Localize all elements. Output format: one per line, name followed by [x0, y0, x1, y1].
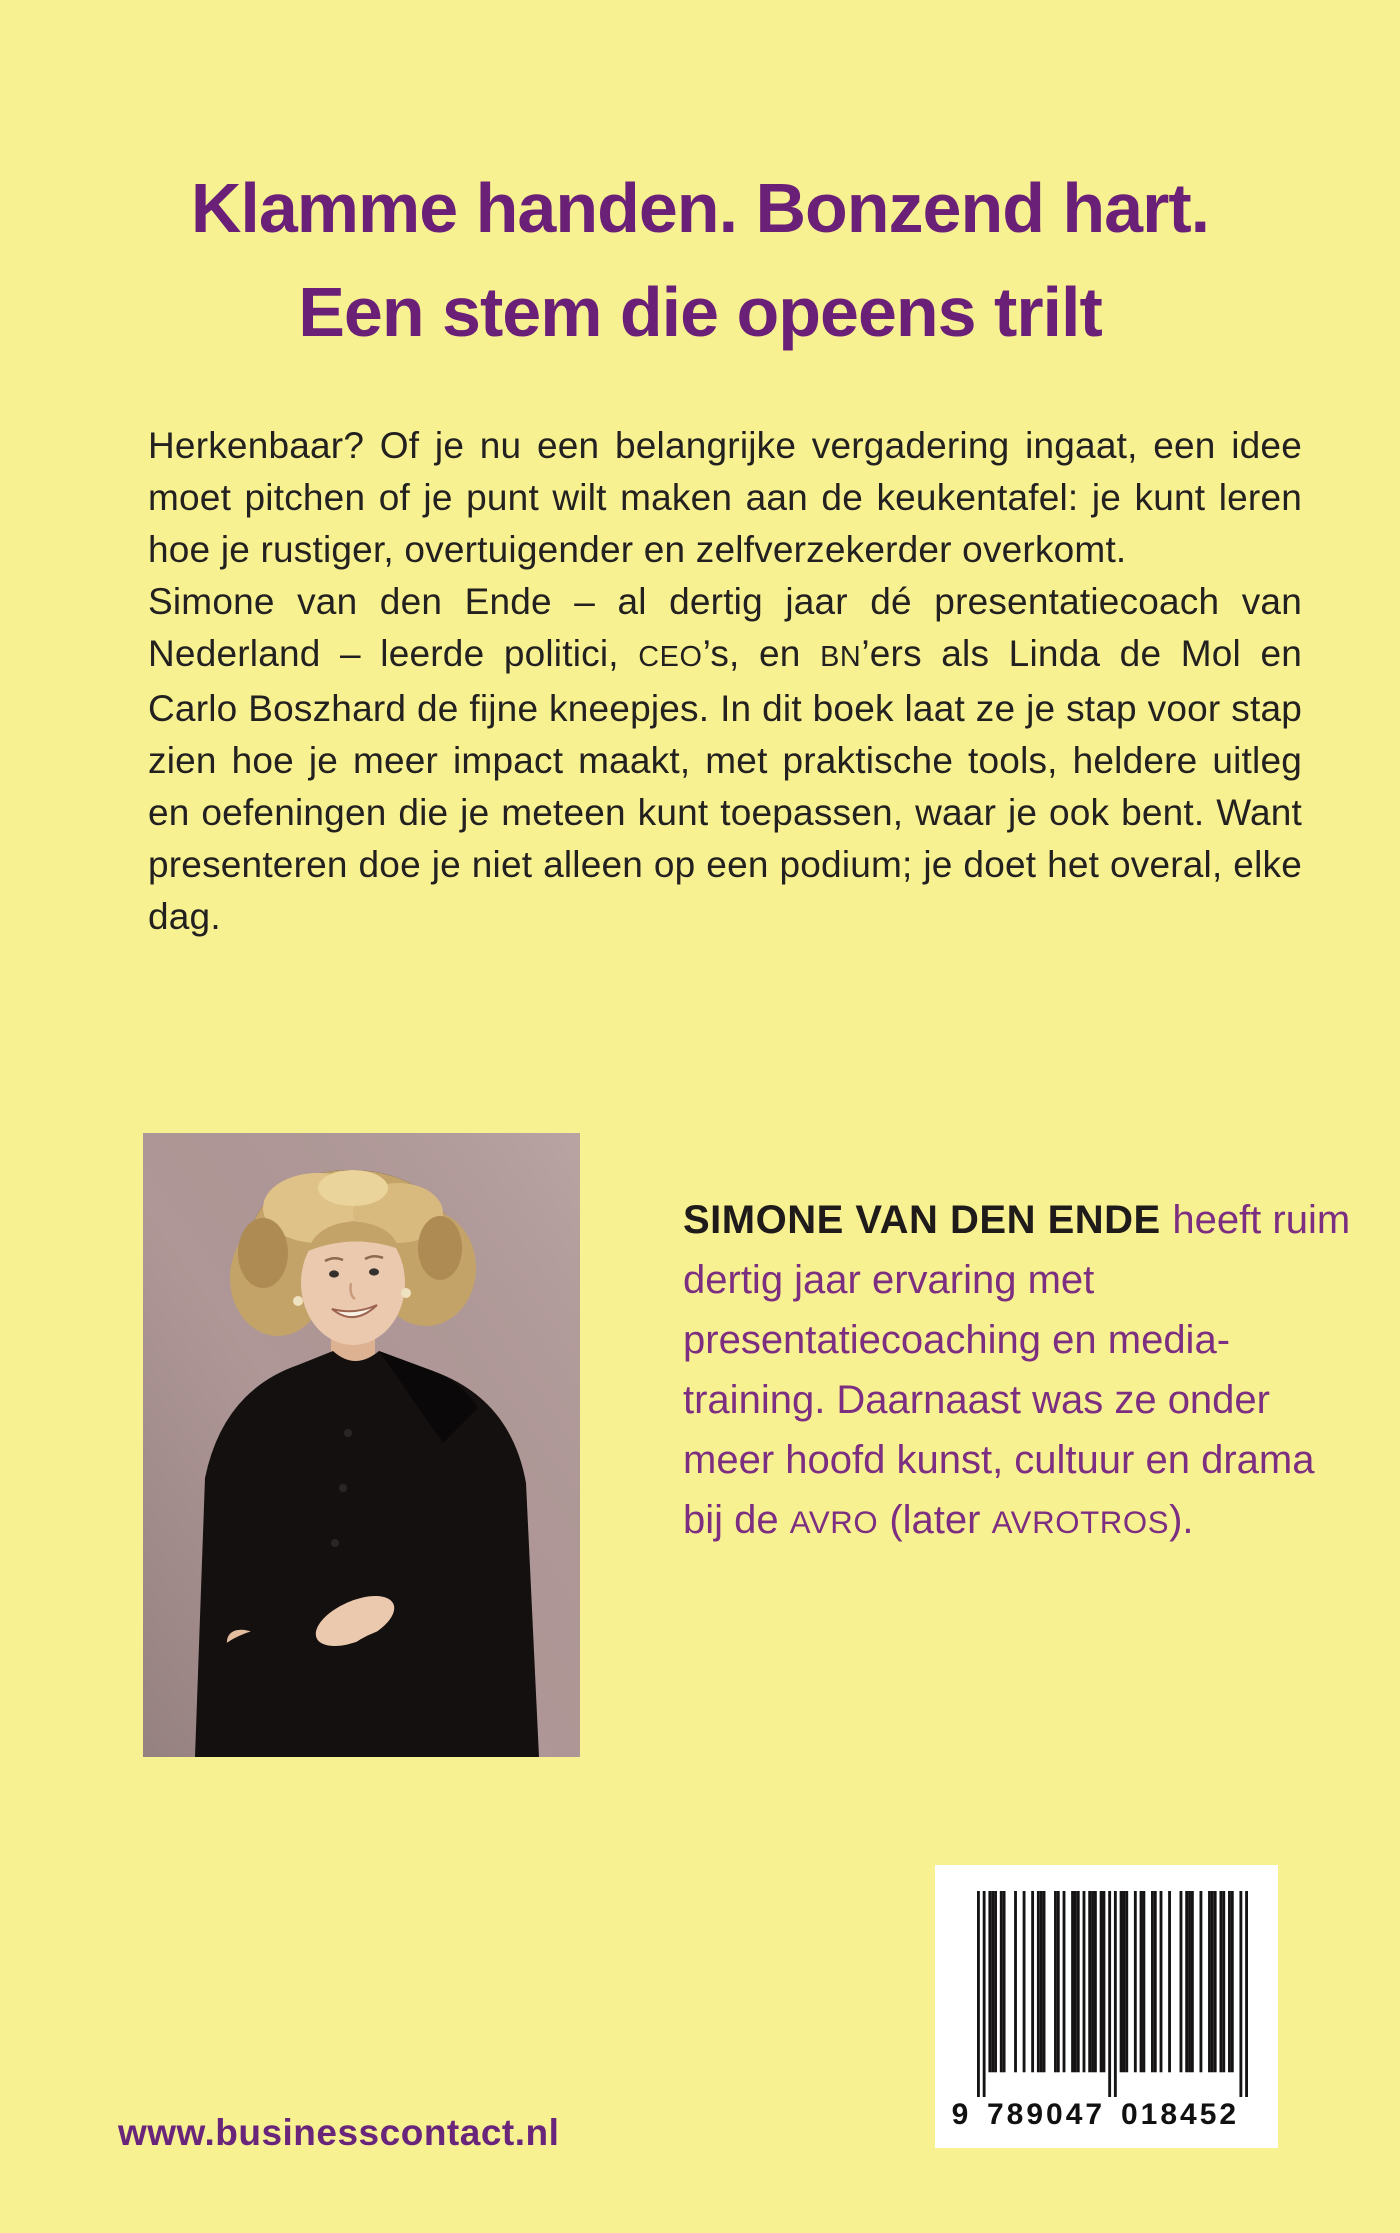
barcode-number-prefix: 9 [951, 2098, 969, 2131]
blurb-paragraph-2: Simone van den Ende – al dertig jaar dé presentatiecoach van Nederland – leerde politici, CEO’s, en BN’ers als Linda de Mol en Carlo Boszhard de fijne kneepjes. In dit boek laat ze je stap voor stap zien hoe je meer impact maakt, met praktische tools, heldere uitleg en oefeningen die je meteen kunt toepassen, waar je ook bent. Want presenteren doe je niet alleen op een podium; je doet het overal, elke dag. [148, 581, 1302, 937]
blurb [148, 420, 1302, 943]
author-bio: SIMONE VAN DEN ENDE heeft ruim dertig jaar ervaring met presentatiecoaching en media-training. Daarnaast was ze onder meer hoofd kunst, cultuur en drama bij de AVRO (later AVROTROS). [683, 1198, 1351, 1542]
barcode [935, 1865, 1278, 2148]
blurb-paragraph-1: Herkenbaar? Of je nu een belangrijke vergadering ingaat, een idee moet pitchen of je punt wilt maken aan de keukentafel: je kunt leren hoe je rustiger, overtuigender en zelfverzekerder overkomt. [148, 425, 1302, 570]
website-url: www.businesscontact.nl [118, 2112, 560, 2153]
tagline-line-2: Een stem die opeens trilt [298, 273, 1102, 351]
barcode-number-right: 018452 [1121, 2098, 1240, 2131]
figure-jacket [195, 1351, 539, 1757]
barcode-bars [977, 1891, 1248, 2097]
author-photo [143, 1133, 580, 1757]
barcode-number-left: 789047 [987, 2098, 1106, 2131]
tagline-line-1: Klamme handen. Bonzend hart. [190, 169, 1210, 247]
tagline [0, 156, 1400, 364]
